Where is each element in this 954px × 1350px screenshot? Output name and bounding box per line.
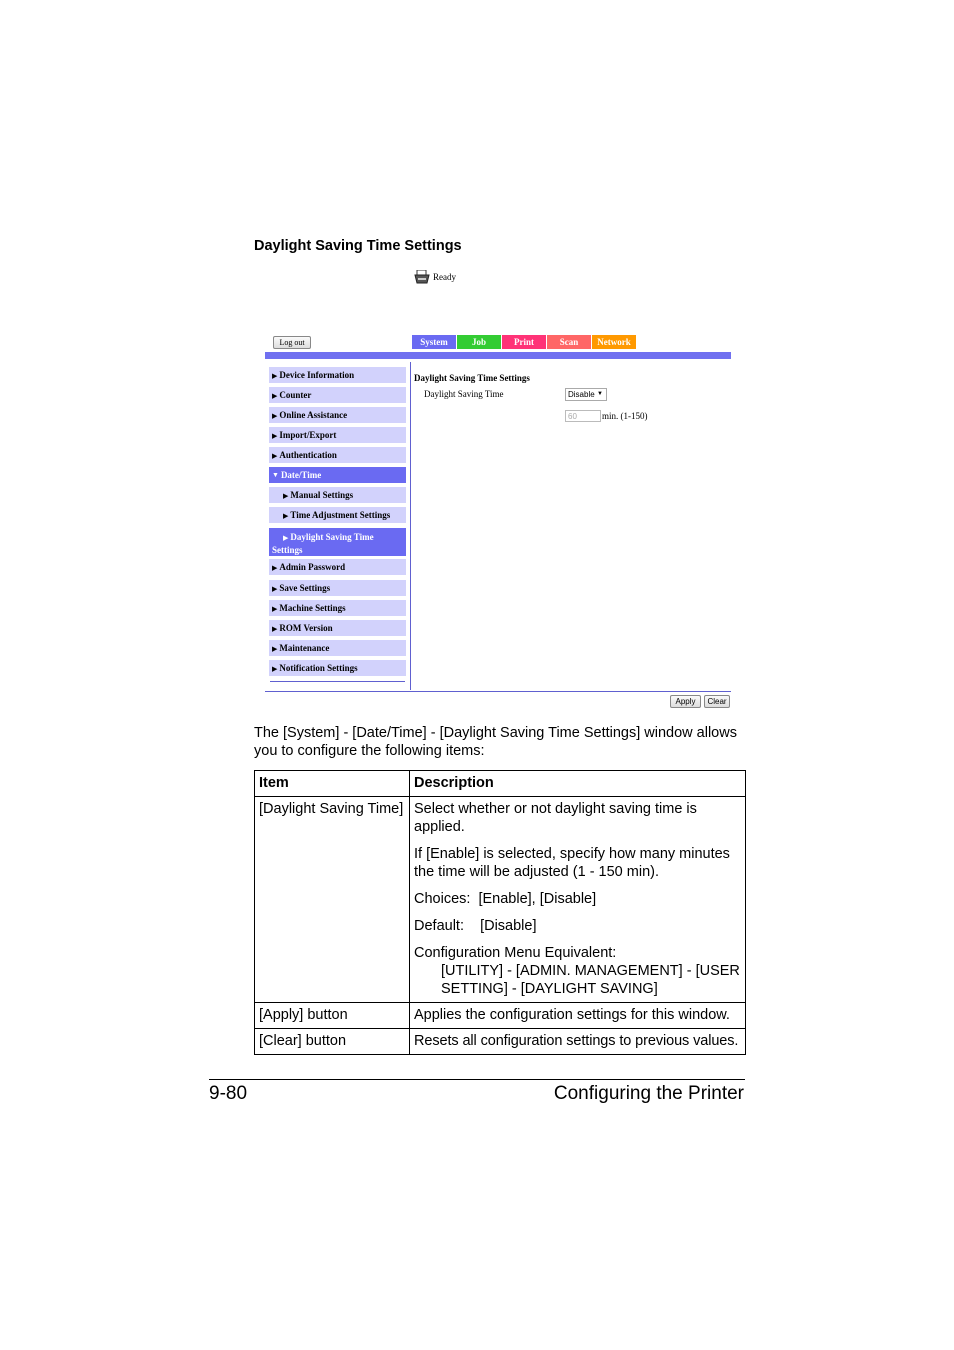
menu-item-maintenance[interactable]: ▶ Maintenance [269, 640, 406, 656]
printer-status [414, 270, 456, 284]
tab-print[interactable]: Print [502, 335, 546, 349]
minutes-input[interactable]: 60 [565, 410, 601, 422]
arrow-right-icon: ▶ [283, 511, 289, 520]
table-cell-item: [Daylight Saving Time] [255, 797, 410, 1003]
section-title: Daylight Saving Time Settings [254, 238, 462, 254]
menu-item-online-assistance[interactable]: ▶ Online Assistance [269, 407, 406, 423]
menu-item-save-settings[interactable]: ▶ Save Settings [269, 580, 406, 596]
caret-down-icon: ▼ [597, 391, 603, 397]
arrow-right-icon: ▶ [272, 604, 278, 613]
table-row [255, 797, 746, 1003]
table-cell-item: [Apply] button [255, 1003, 410, 1029]
menu-item-notification-settings[interactable]: ▶ Notification Settings [269, 660, 406, 676]
table-header-description: Description [410, 771, 746, 797]
arrow-right-icon: ▶ [272, 664, 278, 673]
arrow-right-icon: ▶ [272, 563, 278, 572]
table-row [255, 1003, 746, 1029]
menu-item-daylight-saving-time-settings[interactable]: ▶ Daylight Saving Time Settings [269, 528, 406, 556]
footer-divider [265, 691, 731, 692]
apply-button[interactable]: Apply [670, 695, 701, 708]
header-bar [265, 352, 731, 359]
table-cell-description: Applies the configuration settings for this window. [410, 1003, 746, 1029]
menu-item-counter[interactable]: ▶ Counter [269, 387, 406, 403]
menu-item-machine-settings[interactable]: ▶ Machine Settings [269, 600, 406, 616]
arrow-down-icon: ▼ [272, 471, 279, 479]
top-tabs [412, 335, 636, 349]
menu-item-manual-settings[interactable]: ▶ Manual Settings [269, 487, 406, 503]
panel-title: Daylight Saving Time Settings [414, 373, 530, 383]
logout-button[interactable]: Log out [273, 336, 311, 349]
table-cell-item: [Clear] button [255, 1029, 410, 1055]
tab-network[interactable]: Network [592, 335, 636, 349]
table-cell-description: Resets all configuration settings to previous values. [410, 1029, 746, 1055]
footer-rule [209, 1079, 745, 1080]
table-row [255, 1029, 746, 1055]
arrow-right-icon: ▶ [272, 371, 278, 380]
daylight-saving-time-select[interactable]: Disable ▼ [565, 388, 607, 401]
table-header-item: Item [255, 771, 410, 797]
menu-item-import-export[interactable]: ▶ Import/Export [269, 427, 406, 443]
menu-item-authentication[interactable]: ▶ Authentication [269, 447, 406, 463]
minutes-unit-label: min. (1-150) [602, 411, 648, 421]
arrow-right-icon: ▶ [272, 624, 278, 633]
printer-icon [414, 270, 430, 284]
arrow-right-icon: ▶ [272, 644, 278, 653]
arrow-right-icon: ▶ [272, 584, 278, 593]
arrow-right-icon: ▶ [272, 431, 278, 440]
table-cell-description: Select whether or not daylight saving time is applied. If [Enable] is selected, specify how many minutes the time will be adjusted (1 - 150 min). Choices: [Enable], [Disable] Default: [Disable] Configuration Menu Equivalent: [UTILITY] - [ADMIN. MANAGEMENT] - [USER SETTING] - [DAYLIGHT SAVING] [410, 797, 746, 1003]
table-header-row [255, 771, 746, 797]
tab-scan[interactable]: Scan [547, 335, 591, 349]
menu-divider [270, 681, 405, 682]
arrow-right-icon: ▶ [283, 534, 289, 542]
arrow-right-icon: ▶ [272, 411, 278, 420]
panel-divider [410, 362, 411, 690]
page-number: 9-80 [209, 1083, 248, 1104]
clear-button[interactable]: Clear [704, 695, 730, 708]
menu-item-date-time[interactable]: ▼ Date/Time [269, 467, 406, 483]
chapter-title: Configuring the Printer [553, 1083, 744, 1104]
intro-paragraph: The [System] - [Date/Time] - [Daylight Saving Time Settings] window allows you to configure the following items: [254, 725, 737, 759]
daylight-saving-time-label: Daylight Saving Time [424, 389, 504, 399]
arrow-right-icon: ▶ [283, 491, 289, 500]
menu-item-time-adjustment-settings[interactable]: ▶ Time Adjustment Settings [269, 507, 406, 523]
arrow-right-icon: ▶ [272, 451, 278, 460]
status-text: Ready [433, 272, 456, 282]
menu-item-admin-password[interactable]: ▶ Admin Password [269, 559, 406, 575]
arrow-right-icon: ▶ [272, 391, 278, 400]
tab-job[interactable]: Job [457, 335, 501, 349]
menu-item-rom-version[interactable]: ▶ ROM Version [269, 620, 406, 636]
tab-system[interactable]: System [412, 335, 456, 349]
settings-table [254, 770, 746, 1055]
menu-item-device-information[interactable]: ▶ Device Information [269, 367, 406, 383]
